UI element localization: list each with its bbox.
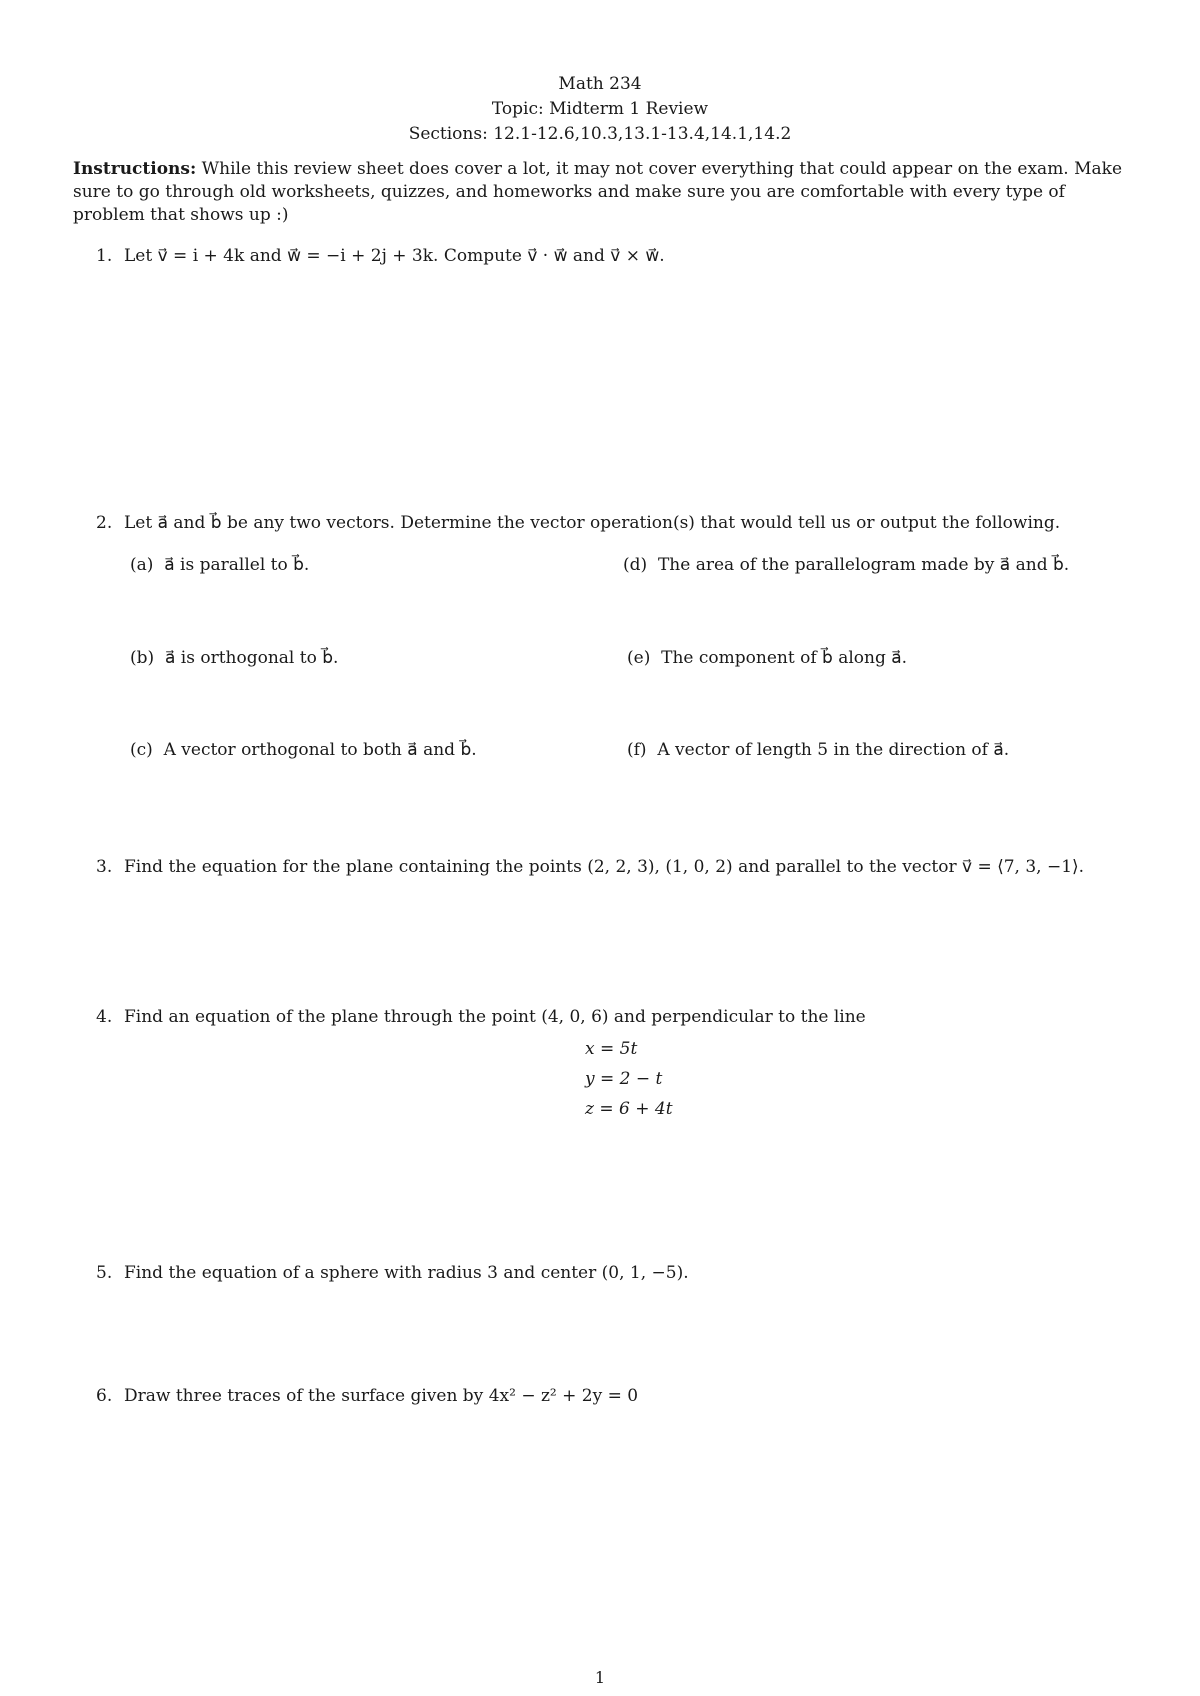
question-text: Draw three traces of the surface given by 4x² − z² + 2y = 0 <box>124 1386 639 1406</box>
line-equation-x: x = 5t <box>585 1039 638 1059</box>
q2-part-d <box>623 555 1069 575</box>
question-number: 3. <box>96 857 113 877</box>
page-number: 1 <box>594 1668 606 1687</box>
part-text: a⃗ is parallel to b⃗. <box>164 555 310 575</box>
part-label: (f) <box>627 740 647 760</box>
question-1 <box>96 245 665 267</box>
question-number: 5. <box>96 1263 113 1283</box>
question-5 <box>96 1262 689 1284</box>
part-label: (e) <box>627 648 651 668</box>
line-equation-y: y = 2 − t <box>585 1069 663 1089</box>
question-number: 6. <box>96 1386 113 1406</box>
question-3 <box>96 856 1084 878</box>
question-4 <box>96 1006 866 1028</box>
question-text: Find the equation of a sphere with radius 3 and center (0, 1, −5). <box>124 1263 689 1283</box>
question-text: Find an equation of the plane through the point (4, 0, 6) and perpendicular to the line <box>124 1007 866 1027</box>
question-text: Let a⃗ and b⃗ be any two vectors. Determine the vector operation(s) that would tell us or output the following. <box>124 513 1061 533</box>
question-text: Find the equation for the plane containing the points (2, 2, 3), (1, 0, 2) and parallel to the vector v⃗ = ⟨7, 3, −1⟩. <box>124 857 1085 877</box>
question-text: Let v⃗ = i + 4k and w⃗ = −i + 2j + 3k. Compute v⃗ · w⃗ and v⃗ × w⃗. <box>124 246 665 266</box>
part-text: a⃗ is orthogonal to b⃗. <box>164 648 339 668</box>
q2-part-a <box>130 555 309 575</box>
question-number: 1. <box>96 246 113 266</box>
part-text: A vector orthogonal to both a⃗ and b⃗. <box>163 740 477 760</box>
sections-line: Sections: 12.1-12.6,10.3,13.1-13.4,14.1,14.2 <box>408 124 792 144</box>
course-title: Math 234 <box>558 74 642 94</box>
instructions <box>73 158 1133 227</box>
line-equation-z: z = 6 + 4t <box>585 1099 673 1119</box>
question-2 <box>96 512 1060 534</box>
part-text: The component of b⃗ along a⃗. <box>661 648 908 668</box>
q2-part-e <box>627 648 907 668</box>
part-text: A vector of length 5 in the direction of a⃗. <box>657 740 1010 760</box>
part-label: (c) <box>130 740 153 760</box>
question-6 <box>96 1385 638 1407</box>
part-label: (d) <box>623 555 648 575</box>
instructions-text: While this review sheet does cover a lot, it may not cover everything that could appear on the exam. Make sure to go through old worksheets, quizzes, and homeworks and make sure you are comfortable with every type of problem that shows up :) <box>73 159 1123 225</box>
q2-part-b <box>130 648 338 668</box>
part-label: (a) <box>130 555 154 575</box>
topic-line: Topic: Midterm 1 Review <box>491 99 709 119</box>
question-number: 4. <box>96 1007 113 1027</box>
part-text: The area of the parallelogram made by a⃗ and b⃗. <box>657 555 1070 575</box>
q2-part-c <box>130 740 477 760</box>
instructions-label: Instructions: <box>73 159 197 179</box>
part-label: (b) <box>130 648 155 668</box>
question-number: 2. <box>96 513 113 533</box>
q2-part-f <box>627 740 1009 760</box>
